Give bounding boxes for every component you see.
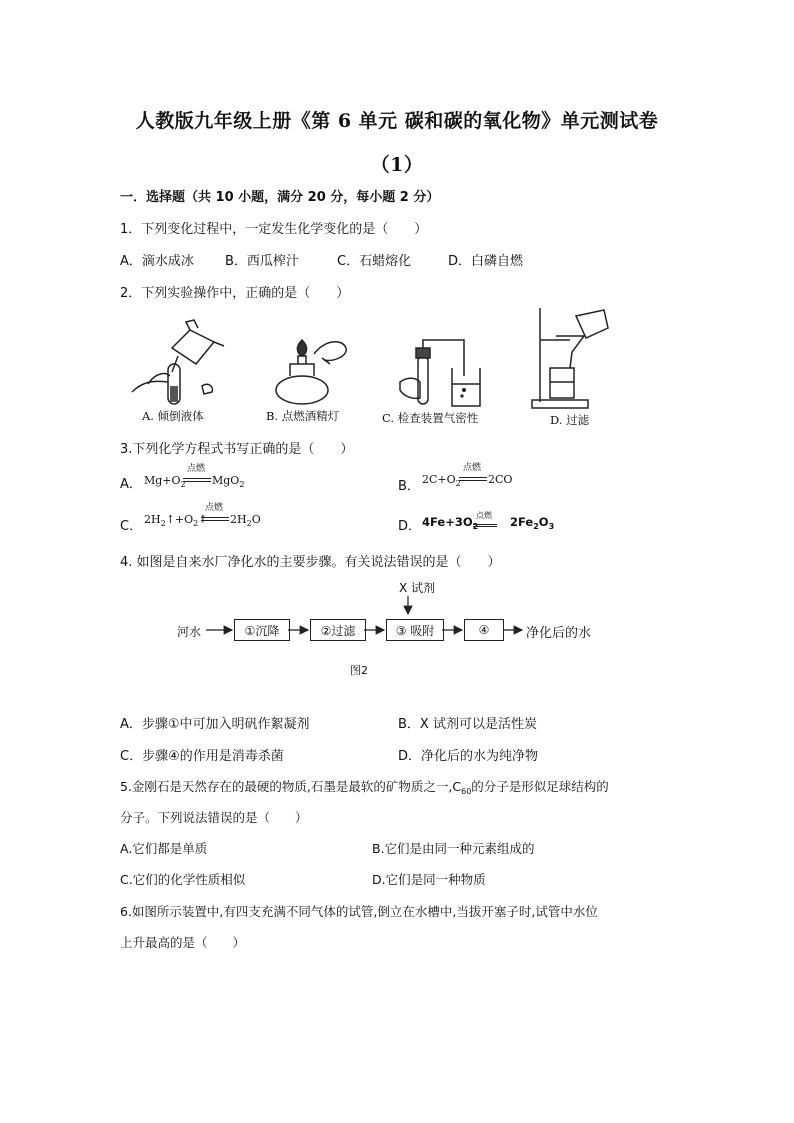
- subscript: 2: [193, 519, 199, 528]
- question-1-option-c: C．石蜡熔化: [337, 254, 412, 269]
- filtration-illustration: [530, 306, 614, 410]
- equation-a-reactants: Mg+O: [144, 474, 181, 487]
- reaction-condition-label: 点燃: [463, 463, 482, 473]
- subscript: 2: [246, 519, 252, 528]
- question-5-option-c: C.它们的化学性质相似: [120, 872, 246, 887]
- step-3-adsorption-box: ③ 吸附: [386, 619, 444, 641]
- question-4-option-d: D．净化后的水为纯净物: [398, 749, 539, 764]
- question-6-stem-line-2: 上升最高的是（ ）: [120, 935, 246, 950]
- question-3-option-c-label: C．: [120, 519, 143, 534]
- c60-subscript: 60: [461, 787, 472, 796]
- question-2-figure-a-caption: A. 倾倒液体: [142, 409, 204, 423]
- reaction-condition-label: 点燃: [187, 464, 206, 474]
- question-4-option-b: B．X 试剂可以是活性炭: [398, 717, 537, 732]
- subscript: 2: [180, 480, 186, 489]
- question-5-option-b: B.它们是由同一种元素组成的: [372, 841, 535, 856]
- question-3-stem: 3.下列化学方程式书写正确的是（ ）: [120, 442, 354, 457]
- subscript: 2: [239, 480, 245, 489]
- subscript: 2: [455, 479, 461, 488]
- equation-c-product: 2H: [230, 513, 247, 526]
- question-3-option-b-equation: [422, 473, 461, 488]
- question-3-option-b-label: B．: [398, 479, 420, 494]
- question-1-option-d: D．白磷自燃: [448, 254, 524, 269]
- subscript: 2: [533, 522, 539, 531]
- gas-arrow: ↑: [198, 513, 208, 526]
- equation-d-product: 2Fe: [510, 515, 534, 529]
- question-3-option-c-product: [230, 513, 261, 528]
- equation-c-product-tail: O: [251, 513, 261, 526]
- question-2-figure-b-caption: B. 点燃酒精灯: [266, 409, 340, 423]
- equation-d-reactants: 4Fe+3O: [422, 515, 473, 529]
- question-3-option-d-product: [510, 515, 554, 531]
- river-water-label: 河水: [177, 625, 202, 639]
- question-3-option-d-equation: [422, 515, 478, 531]
- question-5-stem-line-2: 分子。下列说法错误的是（ ）: [120, 810, 308, 825]
- pouring-liquid-illustration: [128, 312, 232, 412]
- alcohol-lamp-illustration: [268, 334, 352, 408]
- exam-title-number: （1）: [370, 154, 424, 176]
- reaction-equals-sign: [473, 524, 497, 527]
- question-1-stem: 1．下列变化过程中，一定发生化学变化的是（ ）: [120, 222, 428, 237]
- reaction-equals-sign: [201, 517, 229, 521]
- exam-title: 人教版九年级上册《第 6 单元 碳和碳的氧化物》单元测试卷: [135, 110, 659, 132]
- equation-c-reactant-1: 2H: [144, 513, 161, 526]
- question-3-option-d-label: D．: [398, 519, 422, 534]
- airtightness-check-illustration: [398, 336, 488, 412]
- section-heading: 一．选择题（共 10 小题，满分 20 分，每小题 2 分）: [120, 190, 440, 205]
- question-3-option-a-label: A．: [120, 477, 142, 492]
- question-3-option-c-equation: [144, 513, 207, 528]
- reaction-equals-sign: [459, 477, 487, 481]
- question-3-option-b-product: 2CO: [488, 473, 513, 486]
- equation-c-reactant-2: ↑+O: [165, 513, 194, 526]
- subscript: 2: [472, 522, 479, 531]
- reaction-condition-label: 点燃: [476, 511, 492, 520]
- question-2-figure-d-caption: D. 过滤: [550, 413, 590, 427]
- equation-d-product-mid: O: [538, 515, 549, 529]
- purified-water-label: 净化后的水: [526, 626, 592, 641]
- equation-a-product: MgO: [212, 474, 240, 487]
- question-3-option-a-equation: [144, 474, 186, 489]
- equation-b-reactants: 2C+O: [422, 473, 456, 486]
- figure-2-caption: 图2: [350, 664, 368, 677]
- question-1-option-b: B．西瓜榨汁: [225, 254, 299, 269]
- step-2-filtration-box: ②过滤: [310, 619, 366, 641]
- question-5-stem-part-2: 的分子是形似足球结构的: [471, 779, 609, 794]
- question-5-option-a: A.它们都是单质: [120, 841, 208, 856]
- reaction-condition-label: 点燃: [205, 503, 224, 513]
- step-4-box: ④: [464, 619, 504, 641]
- question-5-stem-line-1: [120, 777, 609, 796]
- question-1-option-a: A．滴水成冰: [120, 254, 194, 269]
- question-5-stem-part-1: 5.金刚石是天然存在的最硬的物质,石墨是最软的矿物质之一,C: [120, 779, 462, 794]
- subscript: 3: [548, 522, 555, 531]
- subscript: 2: [160, 519, 166, 528]
- step-1-sedimentation-box: ①沉降: [234, 619, 290, 641]
- question-3-option-a-product: [212, 474, 244, 489]
- question-6-stem-line-1: 6.如图所示装置中,有四支充满不同气体的试管,倒立在水槽中,当拔开塞子时,试管中水位: [120, 904, 598, 919]
- reagent-x-label: X 试剂: [399, 581, 436, 595]
- reaction-equals-sign: [183, 478, 211, 482]
- question-4-stem: 4. 如图是自来水厂净化水的主要步骤。有关说法错误的是（ ）: [120, 555, 501, 570]
- question-2-stem: 2．下列实验操作中，正确的是（ ）: [120, 286, 350, 301]
- question-4-option-c: C．步骤④的作用是消毒杀菌: [120, 749, 284, 764]
- question-2-figure-c-caption: C. 检查装置气密性: [382, 411, 479, 425]
- question-4-option-a: A．步骤①中可加入明矾作絮凝剂: [120, 717, 310, 732]
- question-5-option-d: D.它们是同一种物质: [372, 872, 486, 887]
